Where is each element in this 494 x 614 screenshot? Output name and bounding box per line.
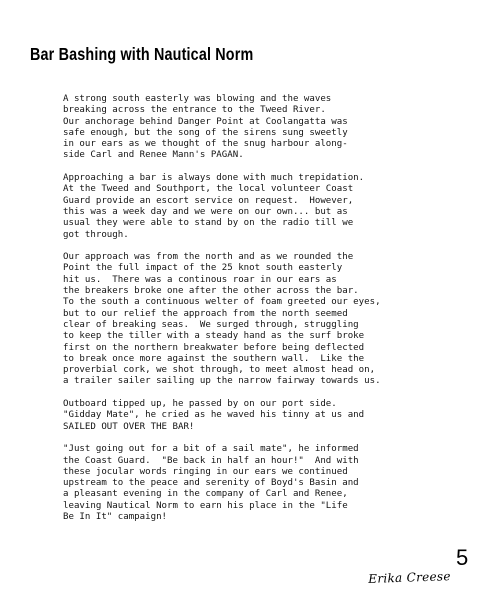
text-line: "Gidday Mate", he cried as he waved his tinny at us and	[63, 410, 365, 421]
text-line: A strong south easterly was blowing and the waves	[63, 94, 332, 104]
text-line: usual they were able to stand by on the radio till we	[63, 218, 354, 229]
paragraph	[63, 94, 473, 162]
text-line: To the south a continuous welter of foam greeted our eyes,	[63, 297, 381, 308]
text-line: SAILED OUT OVER THE BAR!	[63, 421, 195, 432]
text-line: Be In It" campaign!	[63, 511, 168, 522]
text-line: the Coast Guard. "Be back in half an hour!" And with	[63, 455, 359, 466]
text-line: in our ears as we thought of the snug harbour along-	[63, 139, 348, 150]
text-line: hit us. There was a continous roar in our ears as	[63, 274, 337, 285]
paragraph	[63, 444, 473, 523]
text-line: side Carl and Renee Mann's PAGAN.	[63, 150, 244, 161]
text-line: got through.	[63, 229, 129, 240]
text-line: Our approach was from the north and as we rounded the	[63, 252, 354, 263]
text-line: breaking across the entrance to the Tweed River.	[63, 105, 326, 116]
text-line: At the Tweed and Southport, the local volunteer Coast	[63, 184, 354, 195]
text-line: Point the full impact of the 25 knot south easterly	[63, 263, 343, 274]
article-body	[63, 94, 473, 535]
text-line: "Just going out for a bit of a sail mate", he informed	[63, 444, 359, 455]
paragraph	[63, 252, 473, 388]
text-line: Approaching a bar is always done with much trepidation.	[63, 173, 365, 184]
text-line: to break once more against the southern wall. Like the	[63, 353, 365, 364]
text-line: a trailer sailer sailing up the narrow fairway towards us.	[63, 376, 381, 387]
text-line: Our anchorage behind Danger Point at Coolangatta was	[63, 116, 348, 127]
text-line: first on the northern breakwater before being deflected	[63, 342, 365, 353]
author-signature: Erika Creese	[368, 569, 452, 586]
text-line: a pleasant evening in the company of Carl and Renee,	[63, 489, 348, 500]
text-line: Guard provide an escort service on request. However,	[63, 195, 354, 206]
text-line: but to our relief the approach from the north seemed	[63, 308, 348, 319]
text-line: the breakers broke one after the other across the bar.	[63, 286, 359, 297]
text-line: to keep the tiller with a steady hand as the surf broke	[63, 331, 365, 342]
text-line: safe enough, but the song of the sirens sung sweetly	[63, 127, 348, 138]
text-line: this was a week day and we were on our own... but as	[63, 206, 348, 217]
text-line: upstream to the peace and serenity of Boyd's Basin and	[63, 478, 359, 489]
text-line: Outboard tipped up, he passed by on our port side.	[63, 399, 337, 410]
article-title: Bar Bashing with Nautical Norm	[30, 44, 254, 64]
text-line: leaving Nautical Norm to earn his place in the "Life	[63, 500, 348, 511]
paragraph	[63, 399, 473, 433]
text-line: these jocular words ringing in our ears we continued	[63, 466, 348, 477]
text-line: clear of breaking seas. We surged through, struggling	[63, 319, 359, 330]
text-line: proverbial cork, we shot through, to meet almost head on,	[63, 365, 376, 376]
paragraph	[63, 173, 473, 241]
page-number: 5	[456, 545, 469, 570]
